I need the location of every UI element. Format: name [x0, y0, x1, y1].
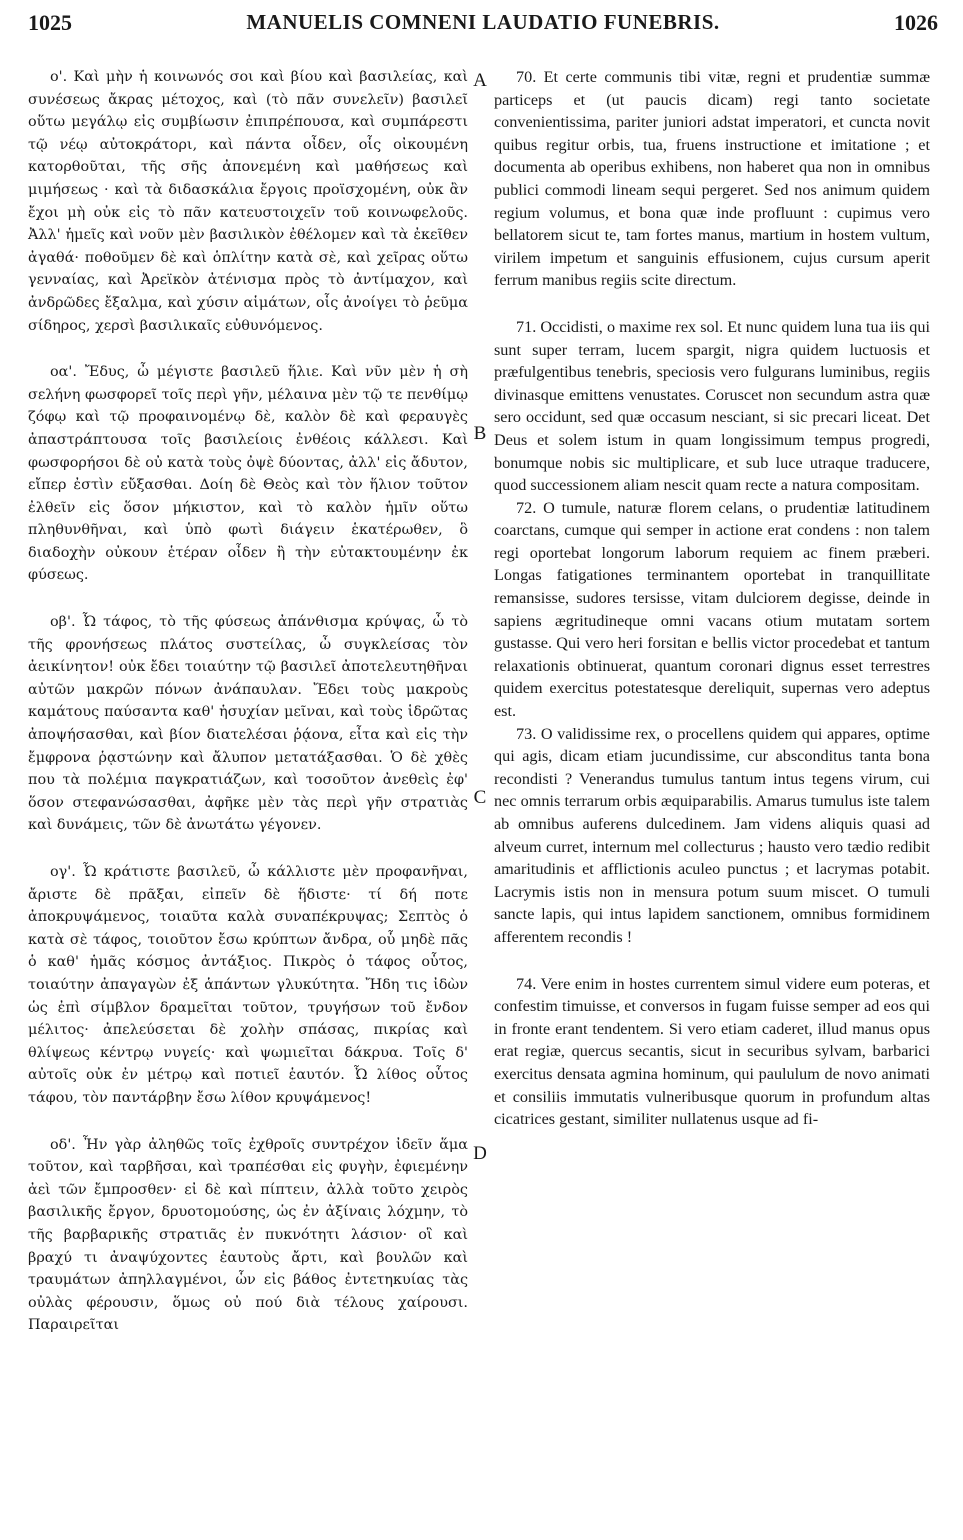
latin-paragraph-74: 74. Vere enim in hostes currentem simul videre eum poteras, et confestim timuisse, et conversos in fugam fuisse semper ad eos qui in fronte erant tendentem. Si vero etiam caderet, illud manus opus erat regiæ, quercus secantis, sicut in securibus sylvam, barbarici exercitus densata agmina hominum, qui paululum de novo animati et consiliis immutatis vulneribusque quorum in profundum altas cicatrices gestant, similiter nullatenus usque ad fi- [494, 974, 930, 1129]
greek-paragraph-70: ο'. Καὶ μὴν ἡ κοινωνός σοι καὶ βίου καὶ βασιλείας, καὶ συνέσεως ἄκρας μέτοχος, καὶ (τὸ πᾶν συνελεῖν) βασιλεῖ οὕτω μεγάλῳ εἰς συμβίωσιν ἐπιπρέπουσα, καὶ συμπάρεστι τῷ νέῳ αὐτοκράτορι, καὶ πάντα οἶδεν, οἷς οἰκουμένη κατορθοῦται, τῆς σῆς ἀπονεμένη καὶ μαθήσεως καὶ μιμήσεως · καὶ τὰ διδασκάλια ἔργοις προϊσχομένη, οὐκ ἂν ἔχοι μὴ οὐκ εἰς τὸ πᾶν κατευστοιχεῖν τοῦ κοινωφελοῦς. Ἀλλ' ἡμεῖς καὶ νοῦν μὲν βασιλικὸν ἐθέλομεν καὶ τὰ ἐκεῖθεν ἀγαθά· ποθοῦμεν δὲ καὶ ὁπλίτην κατὰ σὲ, καὶ χεῖρας οὕτω γενναίας, καὶ Ἀρεϊκὸν ἀτένισμα πρὸς τὸ ἀντίμαχον, καὶ ἀνδρῶδες ἔξαλμα, καὶ χύσιν αἱμάτων, οἷς ἀνοίγει τὸ ῥεῦμα σίδηρος, χερσὶ βασιλικαῖς εὐθυνόμενος. [28, 69, 468, 334]
greek-paragraph-74: οδ'. Ἦν γὰρ ἀληθῶς τοῖς ἐχθροῖς συντρέχον ἰδεῖν ἅμα τοῦτον, καὶ ταρβῆσαι, καὶ τραπέσθαι εἰς φυγὴν, ἐφιεμένην ἀεὶ τῶν ἔμπροσθεν· εἰ δὲ καὶ πίπτειν, ἀλλὰ τοῦτο χειρὸς βασιλικῆς ἔργον, δρυοτομούσης, ὡς ἐν ἀξίναις λόχμην, τὸ τῆς βαρβαρικῆς στρατιᾶς ἐν πυκνότητι λάσιον· οἳ καὶ βραχύ τι ἀναψύχοντες ἑαυτοὺς ἄρτι, καὶ βουλῶν καὶ τραυμάτων ἀπηλλαγμένοι, ὧν εἰς βάθος ἐντετηκυίας τὰς οὐλὰς φέρουσιν, ὅμως οὐ πού διὰ τέλους χαίρουσι. Παραιρεῖται [28, 1136, 468, 1334]
latin-paragraph-70: 70. Et certe communis tibi vitæ, regni et prudentiæ summæ particeps et (ut paucis dicam) regi tanto societate convenientissima, pariter juniori adstat imperatori, et cuncta novit quibus regitur orbis, tua, fruens instructione et imitatione ; et documenta ab operibus exhibens, non haberet qua non in omnibus publici commodi lineam sequi pergeret. Sed nos animum quidem regium volumus, et bona quæ inde profluunt : cupimus vero bellatorem sicut te, tam fortes manus, martium in hostem vultum, virilem impetum et sanguinis effusionem, cujus cursum aperit ferrum manibus regiis scite directum. [494, 68, 930, 290]
greek-column [28, 66, 468, 1337]
margin-letter-c: C [473, 787, 487, 808]
greek-paragraph-72: οβ'. Ὦ τάφος, τὸ τῆς φύσεως ἀπάνθισμα κρύψας, ὦ τὸ τῆς φρονήσεως πλάτος συστείλας, ὦ συγκλείσας τὸν ἀεικίνητον! οὐκ ἔδει τοιαύτην τῷ βασιλεῖ ἀποτελευτηθῆναι αὐτῶν μακρῶν πόνων ἀνάπαυλαν. Ἔδει τοὺς μακροὺς καμάτους παύσαντα καθ' ἡσυχίαν μεῖναι, καὶ τοὺς ἱδρῶτας ἀποψήσασθαι, καὶ βίον διατελέσαι ῥᾴονα, εἶτα καὶ εἰς τὴν ἔμφρονα ῥᾳστώνην καὶ ἄλυπον μετατάξασθαι. Ὁ δὲ χθὲς που τὰ πολέμια παγκρατιάζων, καὶ τοσοῦτον ἀνεθεὶς ἐφ' ὅσον στεφανώσασθαι, ἀφῆκε μὲν τὰς περὶ γῆν στρατιὰς καὶ δυνάμεις, τῶν δὲ ἀνωτάτω γέγονεν. [28, 614, 468, 834]
latin-paragraph-73: 73. O validissime rex, o procellens quidem qui appares, optime qui agis, dicam etiam jucundissime, cur absconditus tanta bona recondisti ? Venerandus tumulus tantum intus tegens virum, cui nec omnis terrarum orbis æquiparabilis. Amarus tumulus iste talem ab omnibus auferens dulcedinem. Jam videns aliquis quasi ad alveum curret, internum mel collecturus ; hausto vero tædio redibit amaritudinis et afflictionis aculeo punctus ; et lacrymas potabit. Lacrymis istis non in mensura potum suum miscet. O tumuli sancte lapis, qui intus lapidem sanctionem, omnibus formidinem afferentem recondis ! [494, 724, 930, 946]
margin-letter-b: B [473, 423, 487, 444]
right-column-number: 1026 [894, 10, 938, 35]
running-head [28, 10, 938, 50]
left-column-number: 1025 [28, 10, 72, 35]
latin-column [494, 66, 930, 1131]
greek-paragraph-71: οα'. Ἔδυς, ὦ μέγιστε βασιλεῦ ἥλιε. Καὶ νῦν μὲν ἡ σὴ σελήνη φωσφορεῖ τοῖς περὶ γῆν, μέλαινα μὲν τῷ τε πενθίμῳ ζόφῳ καὶ τῷ προφαινομένῳ δὲ, καλὸν δὲ καὶ φεραυγὲς ἀπαστράπτουσα τοῖς βασιλείοις ἐνθέοις κάλλεσι. Καὶ φωσφορήσοι δὲ οὐ κατὰ τοὺς ὀψὲ δύοντας, ἀλλ' εἰς ἄδυτον, εἴπερ ἐστὶν εὔξασθαι. Δοίη δὲ Θεὸς καὶ τὸν ἥλιον τοῦτον ἐλθεῖν εἰς ὅσον μήκιστον, καὶ τὸ καλὸν ἡμῖν οὕτω πληθυνθῆναι, καὶ ὑπὸ φωτὶ διάγειν ἑκατέρωθεν, ὃ διαδοχὴν οὐκουν ἑτέραν οἶδεν ἢ τὴν εὐτακτουμένην ἐκ φύσεως. [28, 364, 468, 584]
page-title: MANUELIS COMNENI LAUDATIO FUNEBRIS. [246, 10, 720, 34]
latin-paragraph-71: 71. Occidisti, o maxime rex sol. Et nunc quidem luna tua iis qui sunt super terram, lucem spargit, nigra quidem luctuosis et præfulgentibus tenebris, speciosis vero fulgurans luminibus, regiis divinasque emittens venustates. Coruscet non secundum astra quæ sero occidunt, sed quæ occasum nesciant, si sic precari liceat. Det Deus et solem istum in quam longissimum tempus progredi, bonumque nobis sic multiplicare, et sub luce utraque traducere, quod successionem aliam nescit quam recte a natura compositam. [494, 317, 930, 495]
latin-paragraph-72: 72. O tumule, naturæ florem celans, o prudentiæ latitudinem coarctans, cumque qui semper in actione erat condens : non talem regi oportebat longorum laborum requiem ac finem præberi. Longas fatigationes terminantem oportebat in tranquillitate remansisse, sudores tersisse, vitam dulciorem degisse, deinde in sapiens ægritudineque omni vacans otium mutatam sortem gustasse. Qui vero heri forsitan e bellis victor procedebat et tantum relaxationis obtinuerat, quantum coronari dignus esset terrestres quidem exercitus potestatesque dereliquit, supernas vero adeptus est. [494, 498, 930, 721]
greek-paragraph-73: ογ'. Ὦ κράτιστε βασιλεῦ, ὦ κάλλιστε μὲν προφανῆναι, ἄριστε δὲ πρᾶξαι, εἰπεῖν δὲ ἥδιστε· τί δή ποτε ἀποκρυψάμενος, τοιαῦτα καλὰ συναπέκρυψας; Σεπτὸς ὁ κατὰ σὲ τάφος, τοιοῦτον ἔσω κρύπτων ἄνδρα, οὗ μηδὲ πᾶς ὁ καθ' ἡμᾶς κόσμος ἀντάξιος. Πικρὸς ὁ τάφος οὗτος, τοιαύτην ἀπαγαγὼν ἐξ ἁπάντων γλυκύτητα. Ἤδη τις ἰδὼν ὡς ἐπὶ σίμβλον δραμεῖται τοῦτον, τρυγήσων τοῦ ἔνδον μέλιτος· ἀπελεύσεται δὲ χολὴν σπάσας, πικρίας καὶ θλίψεως κέντρῳ νυγείς· καὶ ψωμιεῖται δάκρυα. Τοῖς δ' αὐτοῖς οὐκ ἐν μέτρῳ καὶ ποτιεῖ ἑαυτόν. Ὦ λίθος οὗτος τάφου, τὸν παντάρβην ἔσω λίθον κρυψάμενος! [28, 864, 468, 1106]
margin-letter-d: D [473, 1143, 487, 1164]
margin-letter-a: A [473, 70, 487, 91]
